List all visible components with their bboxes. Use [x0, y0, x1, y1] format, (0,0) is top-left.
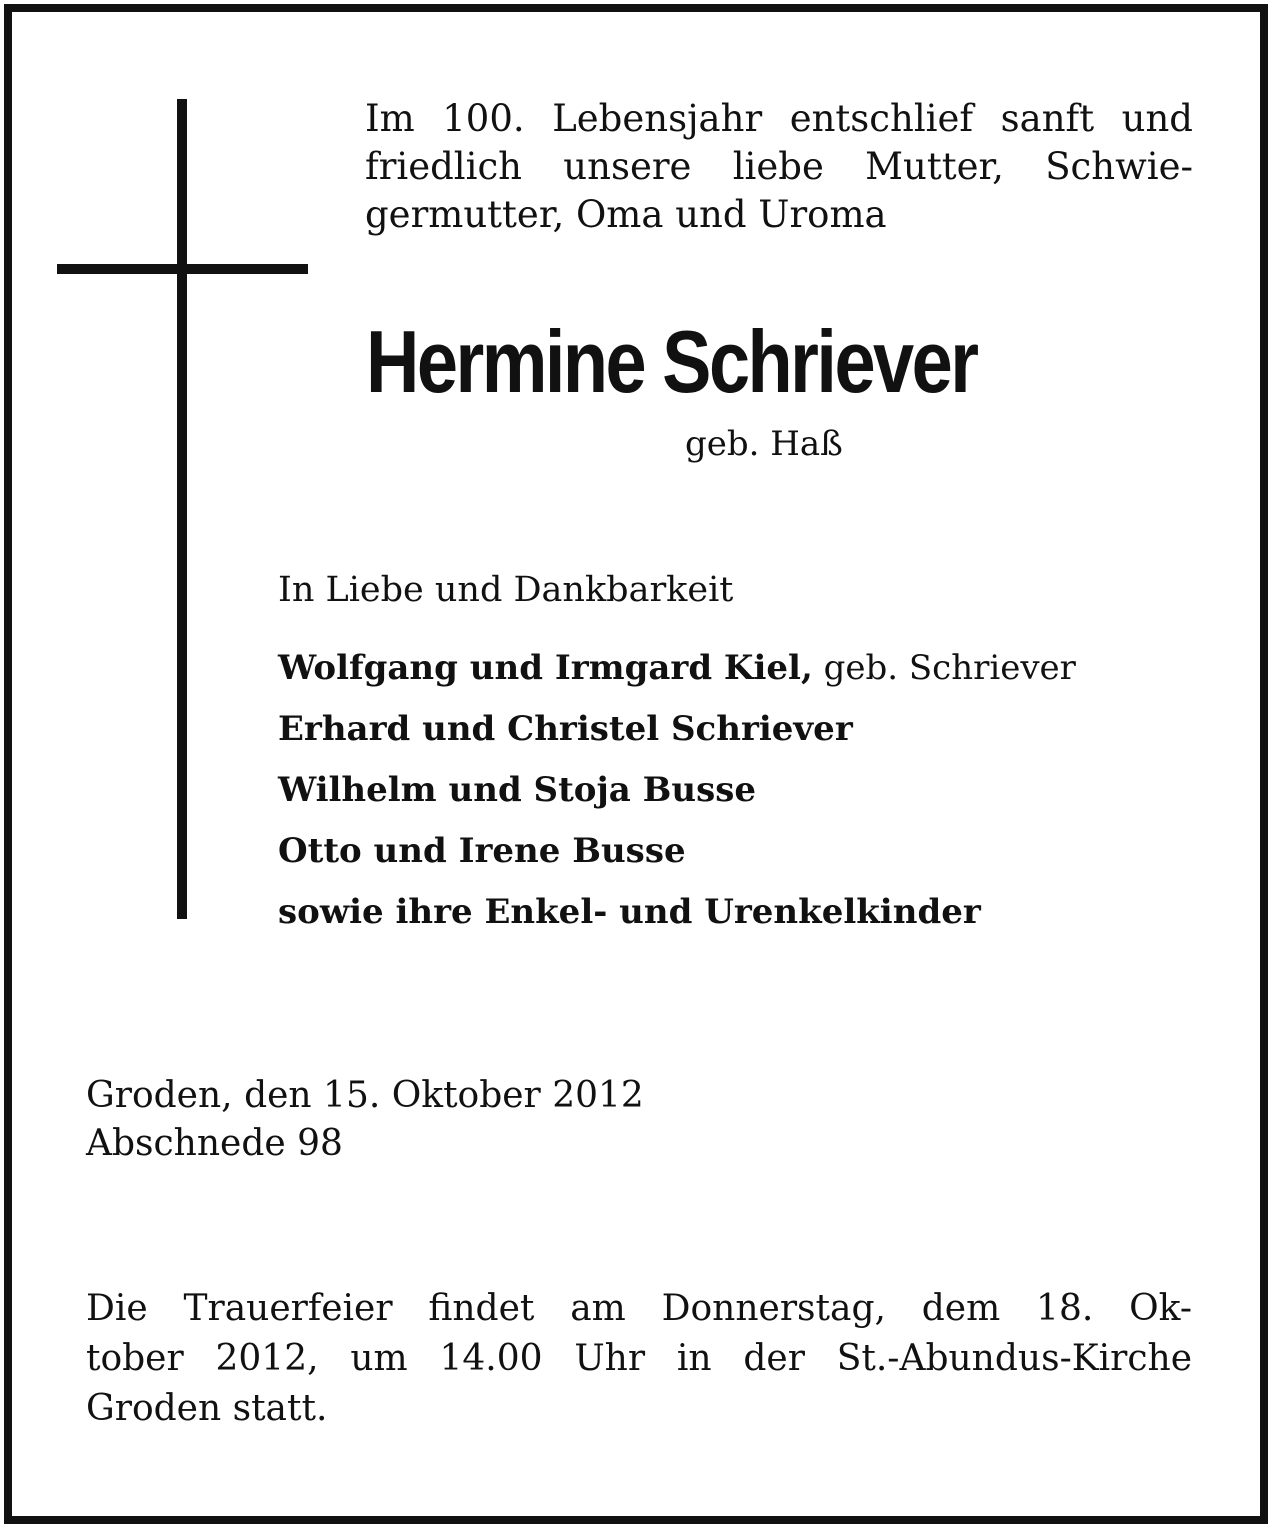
mourner-name: Otto und Irene Busse	[278, 831, 686, 871]
mourner-name: Wilhelm und Stoja Busse	[278, 770, 757, 810]
mourner-item	[278, 821, 1198, 882]
deceased-name: Hermine Schriever	[366, 312, 977, 411]
cross-icon-horizontal-bar	[57, 264, 308, 274]
mourner-item	[278, 760, 1198, 821]
mourner-name: Wolfgang und Irmgard Kiel,	[278, 648, 813, 688]
funeral-line-2: tober 2012, um 14.00 Uhr in der St.-Abundus-Kirche	[86, 1338, 1192, 1379]
funeral-line-3: Groden statt.	[86, 1388, 328, 1429]
mourner-suffix: geb. Schriever	[812, 648, 1076, 688]
intro-text	[365, 95, 1193, 239]
mourners-heading: In Liebe und Dankbarkeit	[278, 570, 734, 610]
intro-line-1: Im 100. Lebensjahr entschlief sanft und	[365, 97, 1193, 140]
intro-line-3: germutter, Oma und Uroma	[365, 193, 887, 236]
funeral-line-1: Die Trauerfeier findet am Donnerstag, dem 18. Ok-	[86, 1288, 1192, 1329]
mourner-item	[278, 699, 1198, 760]
intro-line-2: friedlich unsere liebe Mutter, Schwie-	[365, 145, 1193, 188]
mourner-item	[278, 638, 1198, 699]
mourner-name: Erhard und Christel Schriever	[278, 709, 853, 749]
cross-icon-vertical-bar	[177, 99, 187, 919]
mourner-name: sowie ihre Enkel- und Urenkelkinder	[278, 892, 981, 932]
funeral-notice	[86, 1284, 1192, 1434]
maiden-name: geb. Haß	[685, 424, 843, 464]
mourners-list	[278, 638, 1198, 943]
place-and-date	[86, 1072, 644, 1168]
date-line: Groden, den 15. Oktober 2012	[86, 1075, 644, 1116]
address-line: Abschnede 98	[86, 1123, 343, 1164]
mourner-item	[278, 882, 1198, 943]
